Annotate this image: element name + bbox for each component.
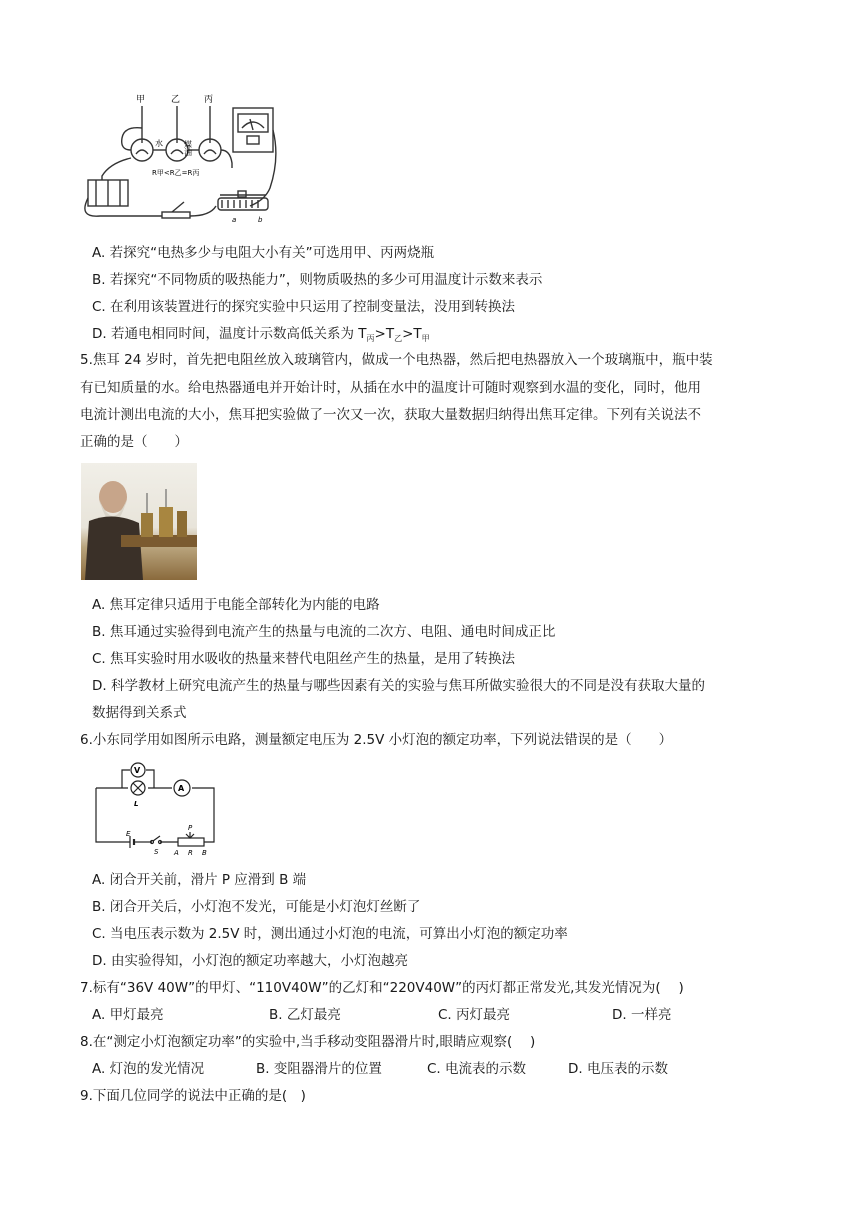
label-water: 水 xyxy=(155,139,163,148)
end-b-label: B xyxy=(202,849,207,857)
end-a-label: A xyxy=(174,849,179,857)
lamp-power-circuit-figure xyxy=(92,762,222,858)
q6-option-c: C. 当电压表示数为 2.5V 时，测出通过小灯泡的电流，可算出小灯泡的额定功率 xyxy=(92,926,568,942)
q4-option-b: B. 若探究“不同物质的吸热能力”，则物质吸热的多少可用温度计示数来表示 xyxy=(92,272,543,288)
q5-stem-line-4: 正确的是（ ） xyxy=(80,434,188,450)
q5-stem-line-1: 5.焦耳 24 岁时，首先把电阻丝放入玻璃管内，做成一个电热器，然后把电热器放入一个玻璃瓶中，瓶中装 xyxy=(80,352,713,368)
q4-option-a: A. 若探究“电热多少与电阻大小有关”可选用甲、丙两烧瓶 xyxy=(92,245,435,261)
q9-stem: 9.下面几位同学的说法中正确的是( ) xyxy=(80,1088,306,1104)
label-b: b xyxy=(258,216,263,224)
q6-stem: 6.小东同学用如图所示电路，测量额定电压为 2.5V 小灯泡的额定功率，下列说法错误的是（ ） xyxy=(80,732,673,748)
q4-option-d: D. 若通电相同时间，温度计示数高低关系为 $T_丙>T_乙>T_甲$ xyxy=(92,326,430,343)
q7-option-d: D. 一样亮 xyxy=(612,1007,672,1023)
label-resistance-relation: R甲<R乙=R丙 xyxy=(152,169,200,177)
joule-heat-apparatus-figure xyxy=(80,88,280,234)
q8-option-b: B. 变阻器滑片的位置 xyxy=(256,1061,382,1077)
ammeter-symbol: A xyxy=(178,784,185,793)
q8-stem: 8.在“测定小灯泡额定功率”的实验中,当手移动变阻器滑片时,眼睛应观察( ) xyxy=(80,1034,536,1050)
q5-option-a: A. 焦耳定律只适用于电能全部转化为内能的电路 xyxy=(92,597,380,613)
q5-stem-line-2: 有已知质量的水。给电热器通电并开始计时，从插在水中的温度计可随时观察到水温的变化，同时，他用 xyxy=(80,380,701,396)
slider-label: P xyxy=(188,824,193,832)
q8-option-d: D. 电压表的示数 xyxy=(568,1061,668,1077)
switch-label: S xyxy=(154,848,159,856)
q6-option-d: D. 由实验得知，小灯泡的额定功率越大，小灯泡越亮 xyxy=(92,953,408,969)
q4-option-c: C. 在利用该装置进行的探究实验中只运用了控制变量法，没用到转换法 xyxy=(92,299,516,315)
q8-option-a: A. 灯泡的发光情况 xyxy=(92,1061,205,1077)
label-yi: 乙 xyxy=(171,95,181,105)
q6-option-a: A. 闭合开关前，滑片 P 应滑到 B 端 xyxy=(92,872,307,888)
label-a: a xyxy=(232,216,237,224)
lamp-label: L xyxy=(134,800,139,808)
q6-option-b: B. 闭合开关后，小灯泡不发光，可能是小灯泡灯丝断了 xyxy=(92,899,421,915)
q7-stem: 7.标有“36V 40W”的甲灯、“110V40W”的乙灯和“220V40W”的丙灯都正常发光,其发光情况为( ) xyxy=(80,980,684,996)
q7-option-a: A. 甲灯最亮 xyxy=(92,1007,164,1023)
q5-option-d-continued: 数据得到关系式 xyxy=(92,705,187,721)
q5-option-c: C. 焦耳实验时用水吸收的热量来替代电阻丝产生的热量，是用了转换法 xyxy=(92,651,516,667)
q5-option-d: D. 科学教材上研究电流产生的热量与哪些因素有关的实验与焦耳所做实验很大的不同是没有获取大量的 xyxy=(92,678,705,694)
joule-portrait-photo xyxy=(81,463,197,580)
q7-option-b: B. 乙灯最亮 xyxy=(269,1007,341,1023)
rheostat-label: R xyxy=(188,849,193,857)
q5-stem-line-3: 电流计测出电流的大小，焦耳把实验做了一次又一次，获取大量数据归纳得出焦耳定律。下列有关说法不 xyxy=(80,407,701,423)
q7-option-c: C. 丙灯最亮 xyxy=(438,1007,511,1023)
label-bing: 丙 xyxy=(204,95,214,105)
label-kerosene: 煤油 xyxy=(183,140,193,156)
q5-option-b: B. 焦耳通过实验得到电流产生的热量与电流的二次方、电阻、通电时间成正比 xyxy=(92,624,556,640)
battery-label: E xyxy=(126,830,131,838)
q8-option-c: C. 电流表的示数 xyxy=(427,1061,527,1077)
label-jia: 甲 xyxy=(136,95,146,105)
voltmeter-symbol: V xyxy=(134,766,141,775)
